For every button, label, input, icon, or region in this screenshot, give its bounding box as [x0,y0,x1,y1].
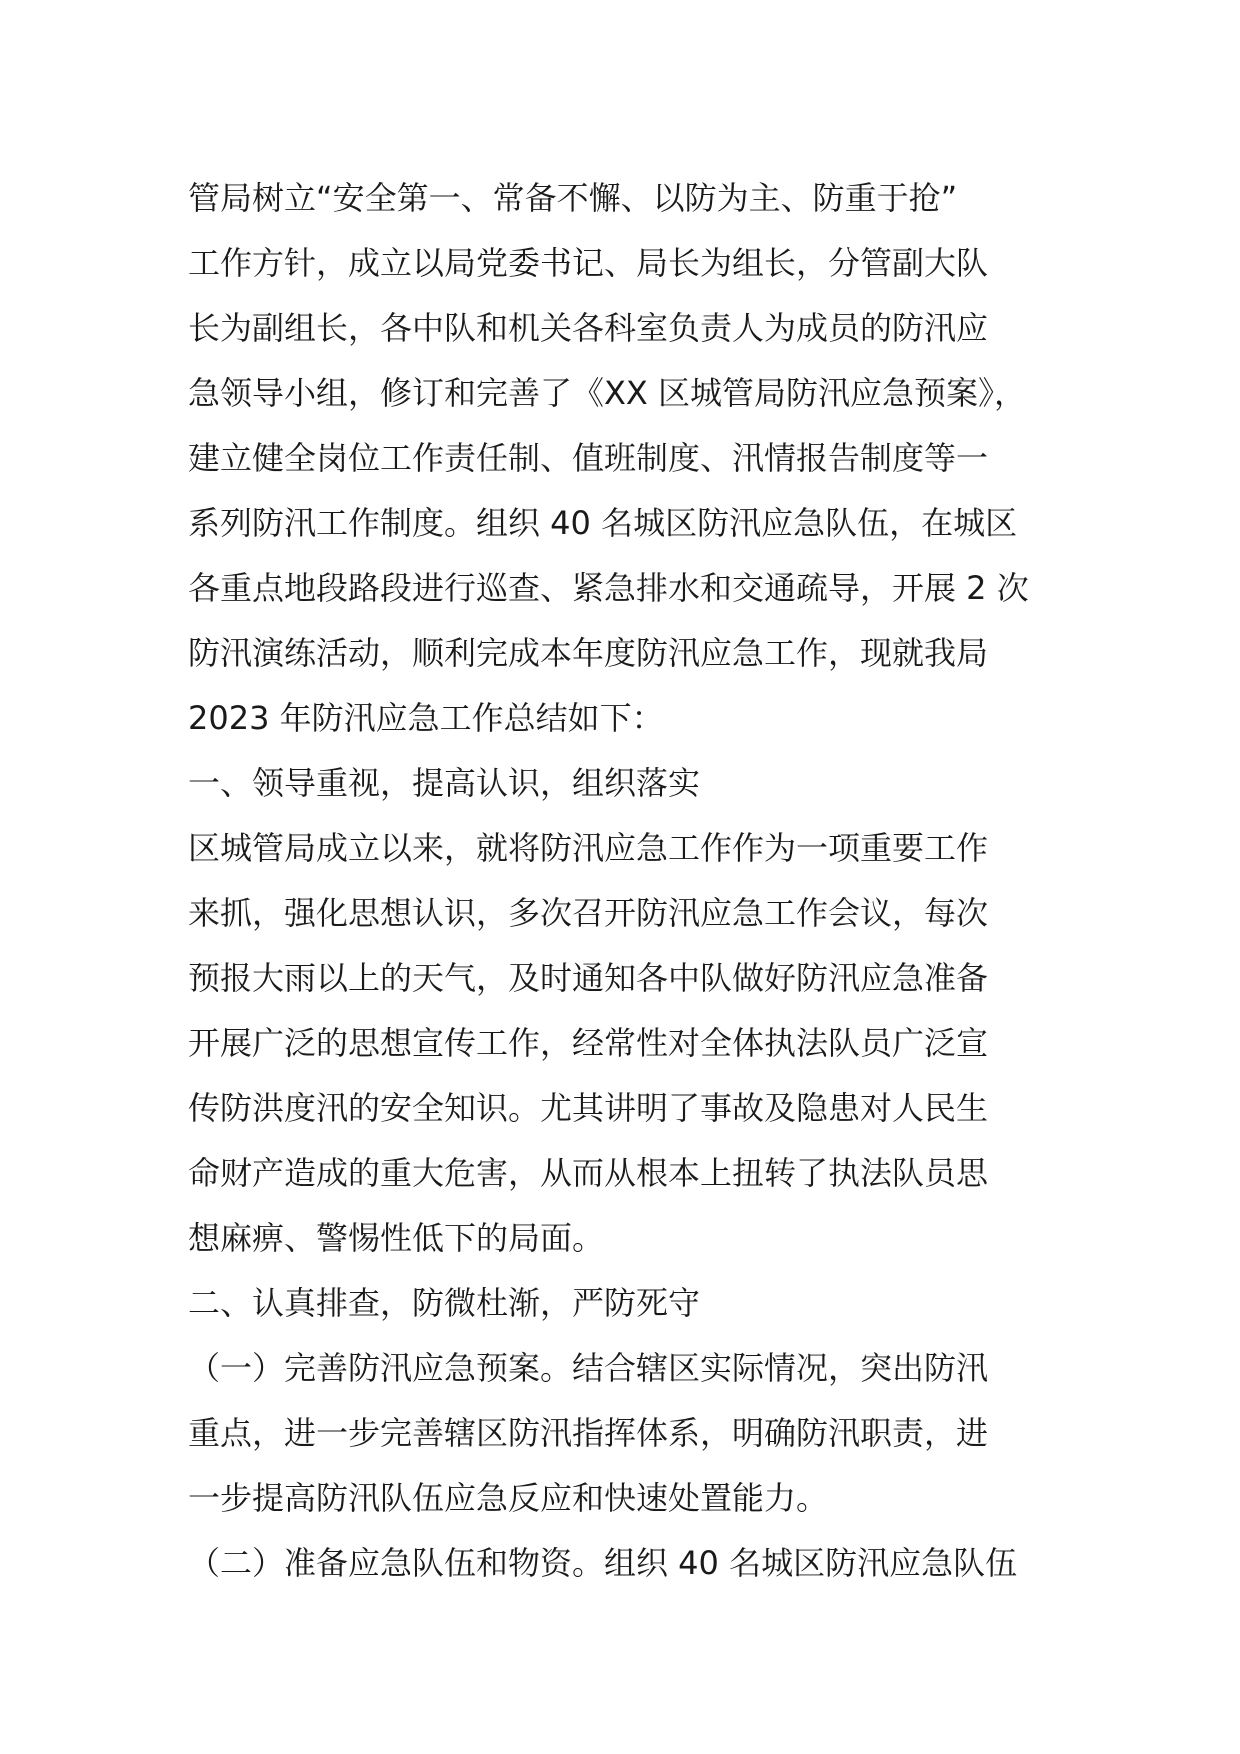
text-line: 来抓，强化思想认识，多次召开防汛应急工作会议，每次 [188,894,989,932]
text-line: 一步提高防汛队伍应急反应和快速处置能力。 [188,1479,829,1517]
text-line: 工作方针，成立以局党委书记、局长为组长，分管副大队 [188,244,989,282]
text-line: 各重点地段路段进行巡查、紧急排水和交通疏导，开展 2 次 [188,569,1029,607]
text-line: 开展广泛的思想宣传工作，经常性对全体执法队员广泛宣 [188,1024,989,1062]
subsection-line: （二）准备应急队伍和物资。组织 40 名城区防汛应急队伍 [188,1544,1018,1582]
text-line: 区城管局成立以来，就将防汛应急工作作为一项重要工作 [188,829,989,867]
subsection-line: （一）完善防汛应急预案。结合辖区实际情况，突出防汛 [188,1349,989,1387]
text-line: 命财产造成的重大危害，从而从根本上扭转了执法队员思 [188,1154,989,1192]
text-line: 长为副组长，各中队和机关各科室负责人为成员的防汛应 [188,309,989,347]
text-line: 防汛演练活动，顺利完成本年度防汛应急工作，现就我局 [188,634,989,672]
text-line: 想麻痹、警惕性低下的局面。 [188,1219,605,1257]
text-line: 建立健全岗位工作责任制、值班制度、汛情报告制度等一 [188,439,989,477]
text-line: 传防洪度汛的安全知识。尤其讲明了事故及隐患对人民生 [188,1089,989,1127]
text-line: 管局树立“安全第一、常备不懈、以防为主、防重于抢” [188,179,958,217]
text-line: 预报大雨以上的天气，及时通知各中队做好防汛应急准备 [188,959,989,997]
text-line: 2023 年防汛应急工作总结如下： [188,699,664,737]
document-body [188,166,1088,1596]
text-line: 急领导小组，修订和完善了《XX 区城管局防汛应急预案》， [188,374,1027,412]
section-heading: 二、认真排查，防微杜渐，严防死守 [188,1284,701,1322]
section-heading: 一、领导重视，提高认识，组织落实 [188,764,701,802]
text-line: 系列防汛工作制度。组织 40 名城区防汛应急队伍，在城区 [188,504,1018,542]
text-line: 重点，进一步完善辖区防汛指挥体系，明确防汛职责，进 [188,1414,989,1452]
